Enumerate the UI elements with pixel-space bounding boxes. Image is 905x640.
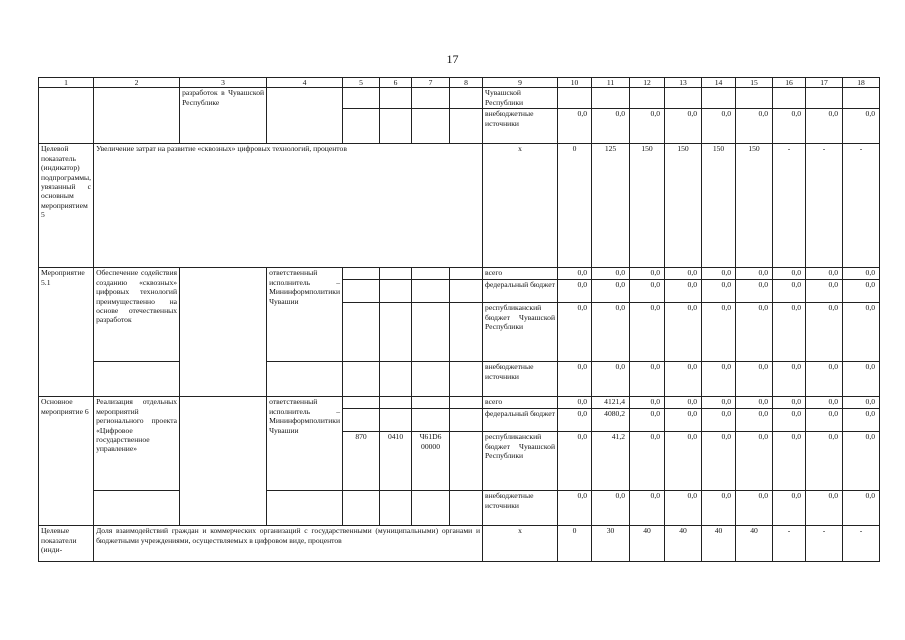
table-cell: [343, 303, 380, 362]
measure-row: [39, 491, 880, 526]
measure-label: Основное мероприятие 6: [39, 397, 94, 526]
table-cell: [380, 88, 412, 109]
table-cell: [343, 397, 380, 409]
value-cell: 0,0: [630, 109, 665, 144]
budget-table: [38, 77, 880, 562]
value-cell: 0,0: [558, 268, 592, 280]
value-cell: 0,0: [736, 280, 773, 303]
value-cell: 0,0: [843, 109, 880, 144]
table-cell: [267, 491, 343, 526]
value-cell: 0,0: [773, 280, 806, 303]
column-header: 18: [843, 78, 880, 88]
indicator-value: 0: [558, 144, 592, 268]
indicator-value: 40: [702, 526, 736, 562]
value-cell: 0,0: [665, 491, 702, 526]
measure-label: Мероприятие 5.1: [39, 268, 94, 397]
table-cell: [94, 88, 180, 144]
value-cell: 0,0: [630, 432, 665, 491]
value-cell: 0,0: [702, 409, 736, 432]
value-cell: 0,0: [665, 303, 702, 362]
indicator-value: 40: [665, 526, 702, 562]
value-cell: 0,0: [806, 409, 843, 432]
value-cell: 0,0: [806, 303, 843, 362]
indicator-text: Увеличение затрат на развитие «сквозных» цифровых технологий, процентов: [94, 144, 483, 268]
activity-name: разработок в Чувашской Республике: [180, 88, 267, 144]
value-cell: 0,0: [843, 397, 880, 409]
table-cell: [450, 491, 483, 526]
value-cell: 0,0: [702, 491, 736, 526]
column-header: 5: [343, 78, 380, 88]
value-cell: 0,0: [806, 362, 843, 397]
value-cell: 0,0: [843, 409, 880, 432]
table-cell: [380, 109, 412, 144]
column-header: 16: [773, 78, 806, 88]
value-cell: 0,0: [665, 280, 702, 303]
table-cell: [343, 491, 380, 526]
value-cell: 0,0: [558, 303, 592, 362]
executor: ответственный исполнитель – Мининформполитики Чувашии: [267, 397, 343, 491]
target-indicator-row: [39, 526, 880, 562]
table-cell: [380, 362, 412, 397]
value-cell: 0,0: [558, 109, 592, 144]
table-cell: [450, 397, 483, 409]
value-cell: 0,0: [843, 268, 880, 280]
value-cell: 0,0: [806, 397, 843, 409]
table-cell: [343, 280, 380, 303]
table-cell: [380, 409, 412, 432]
column-header: 14: [702, 78, 736, 88]
value-cell: 0,0: [806, 432, 843, 491]
value-cell: 0,0: [665, 409, 702, 432]
table-cell: [450, 303, 483, 362]
table-cell: [412, 280, 450, 303]
value-cell: 0,0: [558, 362, 592, 397]
column-header: 7: [412, 78, 450, 88]
table-cell: [380, 280, 412, 303]
value-cell: 0,0: [736, 491, 773, 526]
table-cell: [412, 409, 450, 432]
column-header: 1: [39, 78, 94, 88]
value-cell: 0,0: [665, 109, 702, 144]
table-cell: [412, 88, 450, 109]
value-cell: 0,0: [773, 268, 806, 280]
column-header: 11: [592, 78, 630, 88]
table-cell: [412, 397, 450, 409]
value-cell: 0,0: [773, 491, 806, 526]
value-cell: 0,0: [702, 303, 736, 362]
value-cell: 0,0: [630, 409, 665, 432]
table-cell: [380, 491, 412, 526]
table-cell: [630, 88, 665, 109]
measure-name: Обеспечение содействия созданию «сквозных» цифровых технологий преимущественно на основе отечественных разработок: [94, 268, 180, 362]
column-header: 6: [380, 78, 412, 88]
indicator-unit: x: [483, 144, 558, 268]
indicator-value: 40: [630, 526, 665, 562]
value-cell: 0,0: [665, 432, 702, 491]
indicator-value: 125: [592, 144, 630, 268]
indicator-value: 150: [736, 144, 773, 268]
column-header: 10: [558, 78, 592, 88]
table-cell: [773, 88, 806, 109]
column-header: 17: [806, 78, 843, 88]
measure-name: Реализация отдельных мероприятий регионального проекта «Цифровое государственное управление»: [94, 397, 180, 491]
column-header: 12: [630, 78, 665, 88]
table-cell: [450, 432, 483, 491]
value-cell: 0,0: [773, 109, 806, 144]
table-cell: [180, 397, 267, 526]
value-cell: 0,0: [558, 280, 592, 303]
column-header: 4: [267, 78, 343, 88]
indicator-value: 30: [592, 526, 630, 562]
value-cell: 0,0: [592, 109, 630, 144]
column-header: 2: [94, 78, 180, 88]
column-header: 8: [450, 78, 483, 88]
table-cell: [39, 88, 94, 144]
measure-row: [39, 362, 880, 397]
table-cell: [450, 409, 483, 432]
table-cell: [380, 303, 412, 362]
table-cell: [180, 268, 267, 397]
value-cell: 0,0: [773, 362, 806, 397]
funding-source: федеральный бюджет: [483, 280, 558, 303]
column-header: 13: [665, 78, 702, 88]
table-cell: [450, 268, 483, 280]
funding-source: всего: [483, 268, 558, 280]
indicator-value: 150: [702, 144, 736, 268]
value-cell: 0,0: [592, 362, 630, 397]
funding-source: внебюджетные источники: [483, 491, 558, 526]
value-cell: 41,2: [592, 432, 630, 491]
value-cell: 0,0: [736, 303, 773, 362]
value-cell: 0,0: [592, 303, 630, 362]
value-cell: 0,0: [558, 397, 592, 409]
executor: ответственный исполнитель – Мининформполитики Чувашии: [267, 268, 343, 362]
table-cell: [412, 491, 450, 526]
table-cell: [343, 109, 380, 144]
continuation-row: [39, 88, 880, 109]
value-cell: 0,0: [806, 280, 843, 303]
value-cell: 0,0: [558, 491, 592, 526]
table-cell: [343, 409, 380, 432]
funding-source: внебюджетные источники: [483, 109, 558, 144]
value-cell: 0,0: [630, 491, 665, 526]
table-cell: [343, 268, 380, 280]
column-header: 9: [483, 78, 558, 88]
value-cell: 4121,4: [592, 397, 630, 409]
table-cell: [343, 88, 380, 109]
target-indicator-row: [39, 144, 880, 268]
table-cell: [267, 362, 343, 397]
table-cell: [806, 88, 843, 109]
table-cell: [665, 88, 702, 109]
funding-source: Чувашской Республики: [483, 88, 558, 109]
table-cell: [94, 362, 180, 397]
table-cell: [736, 88, 773, 109]
measure-row: [39, 397, 880, 409]
value-cell: 0,0: [843, 280, 880, 303]
value-cell: 0,0: [558, 409, 592, 432]
value-cell: 0,0: [592, 280, 630, 303]
value-cell: 0,0: [630, 280, 665, 303]
table-cell: [592, 88, 630, 109]
value-cell: 0,0: [843, 362, 880, 397]
value-cell: 0,0: [665, 362, 702, 397]
indicator-text: Доля взаимодействий граждан и коммерческих организаций с государственными (муниципальными) органами и бюджетными учреждениями, осуществляемых в цифровом виде, процентов: [94, 526, 483, 562]
indicator-value: -: [773, 144, 806, 268]
value-cell: 0,0: [630, 268, 665, 280]
indicator-label: Целевые показатели (инди-: [39, 526, 94, 562]
value-cell: 0,0: [558, 432, 592, 491]
table-cell: [94, 491, 180, 526]
table-cell: [450, 109, 483, 144]
code-cell: 0410: [380, 432, 412, 491]
indicator-label: Целевой показатель (индикатор) подпрограммы, увязанный с основным мероприятием 5: [39, 144, 94, 268]
value-cell: 0,0: [630, 303, 665, 362]
column-header: 15: [736, 78, 773, 88]
indicator-value: 150: [630, 144, 665, 268]
value-cell: 0,0: [773, 303, 806, 362]
value-cell: 4080,2: [592, 409, 630, 432]
value-cell: 0,0: [665, 268, 702, 280]
indicator-value: 40: [736, 526, 773, 562]
table-cell: [267, 88, 343, 144]
indicator-value: -: [806, 144, 843, 268]
funding-source: всего: [483, 397, 558, 409]
value-cell: 0,0: [702, 362, 736, 397]
table-cell: [412, 109, 450, 144]
indicator-value: -: [773, 526, 806, 562]
value-cell: 0,0: [665, 397, 702, 409]
value-cell: 0,0: [736, 409, 773, 432]
funding-source: федеральный бюджет: [483, 409, 558, 432]
code-cell: 870: [343, 432, 380, 491]
header-row: [39, 78, 880, 88]
value-cell: 0,0: [702, 268, 736, 280]
table-cell: [380, 268, 412, 280]
table-cell: [450, 280, 483, 303]
indicator-value: -: [806, 526, 843, 562]
indicator-value: -: [843, 526, 880, 562]
value-cell: 0,0: [702, 109, 736, 144]
indicator-value: -: [843, 144, 880, 268]
value-cell: 0,0: [736, 432, 773, 491]
value-cell: 0,0: [736, 109, 773, 144]
value-cell: 0,0: [843, 491, 880, 526]
table-cell: [450, 362, 483, 397]
value-cell: 0,0: [806, 268, 843, 280]
table-cell: [702, 88, 736, 109]
funding-source: республиканский бюджет Чувашской Республики: [483, 432, 558, 491]
value-cell: 0,0: [630, 397, 665, 409]
funding-source: внебюджетные источники: [483, 362, 558, 397]
table-cell: [412, 268, 450, 280]
value-cell: 0,0: [702, 280, 736, 303]
value-cell: 0,0: [592, 268, 630, 280]
value-cell: 0,0: [843, 303, 880, 362]
value-cell: 0,0: [843, 432, 880, 491]
value-cell: 0,0: [702, 397, 736, 409]
value-cell: 0,0: [702, 432, 736, 491]
table-cell: [380, 397, 412, 409]
value-cell: 0,0: [806, 109, 843, 144]
table-cell: [558, 88, 592, 109]
table-cell: [450, 88, 483, 109]
table-cell: [843, 88, 880, 109]
table-cell: [412, 303, 450, 362]
code-cell: Ч61D6 00000: [412, 432, 450, 491]
indicator-value: 150: [665, 144, 702, 268]
value-cell: 0,0: [806, 491, 843, 526]
value-cell: 0,0: [630, 362, 665, 397]
page-number: 17: [446, 52, 459, 66]
table-cell: [343, 362, 380, 397]
value-cell: 0,0: [736, 362, 773, 397]
indicator-value: 0: [558, 526, 592, 562]
value-cell: 0,0: [736, 397, 773, 409]
measure-row: [39, 268, 880, 280]
funding-source: республиканский бюджет Чувашской Республики: [483, 303, 558, 362]
value-cell: 0,0: [736, 268, 773, 280]
indicator-unit: x: [483, 526, 558, 562]
column-header: 3: [180, 78, 267, 88]
value-cell: 0,0: [773, 409, 806, 432]
value-cell: 0,0: [773, 397, 806, 409]
value-cell: 0,0: [592, 491, 630, 526]
table-cell: [412, 362, 450, 397]
value-cell: 0,0: [773, 432, 806, 491]
